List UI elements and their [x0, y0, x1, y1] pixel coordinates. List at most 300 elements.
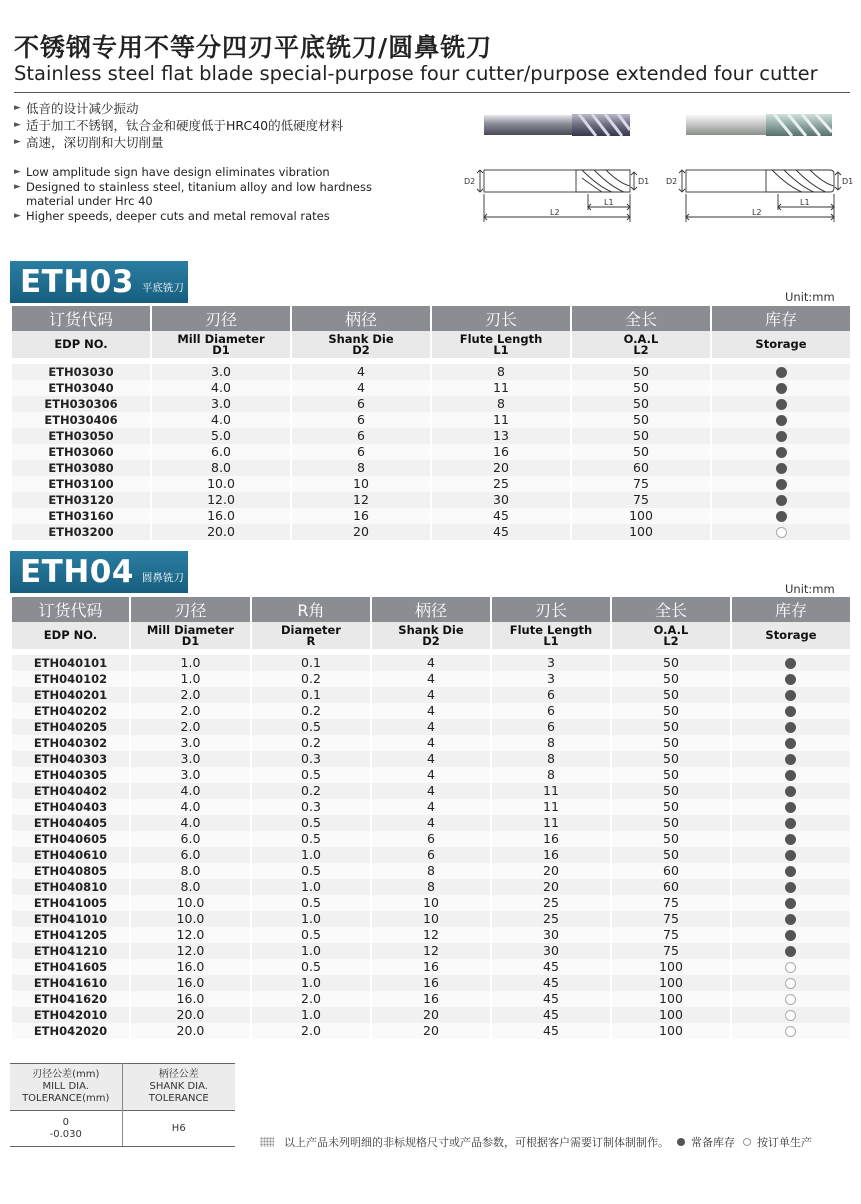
edp-number-cell: ETH03050 [12, 428, 150, 444]
in-stock-dot-icon [785, 770, 796, 781]
dotted-square-icon [260, 1137, 274, 1147]
bullet-icon: ► [14, 181, 21, 192]
value-cell: 75 [572, 492, 710, 508]
value-cell: 12 [372, 927, 490, 943]
value-cell: 20.0 [152, 524, 290, 540]
edp-number-cell: ETH03200 [12, 524, 150, 540]
in-stock-dot-icon [785, 834, 796, 845]
value-cell: 75 [612, 895, 730, 911]
value-cell: 8 [492, 751, 610, 767]
value-cell: 8 [432, 396, 570, 412]
edp-number-cell: ETH030306 [12, 396, 150, 412]
title-divider [14, 92, 850, 93]
table-row [12, 396, 850, 412]
table-row [12, 428, 850, 444]
eth04-header-en: Storage [732, 622, 850, 649]
eth04-header-zh: R角 [252, 597, 370, 622]
storage-cell [712, 492, 850, 508]
page-title-zh: 不锈钢专用不等分四刃平底铣刀/圆鼻铣刀 [14, 33, 493, 62]
table-row [12, 1007, 850, 1023]
value-cell: 1.0 [252, 943, 370, 959]
value-cell: 20 [432, 460, 570, 476]
in-stock-dot-icon [776, 495, 787, 506]
edp-number-cell: ETH042020 [12, 1023, 129, 1039]
corner-radius-end-mill-drawing [664, 160, 859, 226]
value-cell: 4 [372, 767, 490, 783]
value-cell: 16 [432, 444, 570, 460]
value-cell: 4 [372, 751, 490, 767]
value-cell: 5.0 [152, 428, 290, 444]
table-row [12, 524, 850, 540]
value-cell: 75 [572, 476, 710, 492]
eth04-header-en: EDP NO. [12, 622, 129, 649]
value-cell: 11 [492, 799, 610, 815]
value-cell: 50 [612, 703, 730, 719]
made-to-order-dot-icon [785, 994, 796, 1005]
storage-cell [732, 719, 850, 735]
value-cell: 4 [372, 655, 490, 671]
eth03-header-en: Storage [712, 331, 850, 358]
value-cell: 30 [492, 943, 610, 959]
made-to-order-dot-icon [776, 527, 787, 538]
corner-radius-end-mill-photo [686, 110, 836, 140]
value-cell: 4 [372, 671, 490, 687]
eth04-header-zh: 柄径 [372, 597, 490, 622]
table-row [12, 991, 850, 1007]
value-cell: 16 [372, 991, 490, 1007]
value-cell: 4.0 [152, 380, 290, 396]
eth04-header-en: Shank Die D2 [372, 622, 490, 649]
value-cell: 25 [492, 911, 610, 927]
value-cell: 12.0 [152, 492, 290, 508]
storage-cell [712, 396, 850, 412]
value-cell: 12.0 [131, 927, 250, 943]
table-row [12, 895, 850, 911]
value-cell: 0.5 [252, 927, 370, 943]
value-cell: 50 [612, 655, 730, 671]
value-cell: 10.0 [131, 895, 250, 911]
table-row [12, 959, 850, 975]
in-stock-dot-icon [785, 674, 796, 685]
edp-number-cell: ETH041010 [12, 911, 129, 927]
value-cell: 2.0 [131, 703, 250, 719]
bullet-icon: ► [14, 210, 21, 221]
value-cell: 6.0 [152, 444, 290, 460]
table-row [12, 815, 850, 831]
edp-number-cell: ETH03120 [12, 492, 150, 508]
feature-en-1: ► Low amplitude sign have design eliminates vibration [14, 165, 330, 179]
value-cell: 4 [372, 703, 490, 719]
value-cell: 4 [292, 380, 430, 396]
storage-cell [732, 847, 850, 863]
table-row [12, 703, 850, 719]
value-cell: 1.0 [252, 847, 370, 863]
storage-cell [712, 380, 850, 396]
value-cell: 0.5 [252, 719, 370, 735]
storage-cell [732, 687, 850, 703]
order-dot-icon [743, 1138, 751, 1146]
value-cell: 50 [572, 364, 710, 380]
value-cell: 45 [432, 508, 570, 524]
in-stock-dot-icon [785, 786, 796, 797]
table-row [12, 927, 850, 943]
value-cell: 16.0 [131, 991, 250, 1007]
value-cell: 6 [492, 703, 610, 719]
in-stock-dot-icon [785, 658, 796, 669]
value-cell: 100 [612, 975, 730, 991]
eth03-series-badge: ETH03 平底铣刀 [10, 261, 188, 303]
table-row [12, 412, 850, 428]
storage-cell [712, 524, 850, 540]
value-cell: 60 [572, 460, 710, 476]
eth04-header-zh: 订货代码 [12, 597, 129, 622]
value-cell: 4 [372, 799, 490, 815]
value-cell: 0.5 [252, 767, 370, 783]
value-cell: 2.0 [131, 687, 250, 703]
made-to-order-dot-icon [785, 962, 796, 973]
edp-number-cell: ETH040201 [12, 687, 129, 703]
storage-cell [732, 703, 850, 719]
table-row [12, 380, 850, 396]
l1-label: L1 [800, 198, 810, 207]
value-cell: 2.0 [252, 991, 370, 1007]
value-cell: 50 [612, 735, 730, 751]
eth04-spec-table [10, 597, 852, 1039]
in-stock-dot-icon [776, 415, 787, 426]
value-cell: 25 [432, 476, 570, 492]
value-cell: 6 [372, 831, 490, 847]
value-cell: 75 [612, 911, 730, 927]
value-cell: 10 [292, 476, 430, 492]
value-cell: 50 [612, 751, 730, 767]
in-stock-dot-icon [776, 399, 787, 410]
value-cell: 0.1 [252, 655, 370, 671]
value-cell: 0.5 [252, 895, 370, 911]
value-cell: 8 [372, 863, 490, 879]
storage-cell [732, 1023, 850, 1039]
storage-cell [712, 444, 850, 460]
value-cell: 6 [492, 687, 610, 703]
d2-label: D2 [464, 177, 476, 186]
value-cell: 45 [492, 975, 610, 991]
page-title-en: Stainless steel flat blade special-purpose four cutter/purpose extended four cutter [14, 62, 818, 85]
value-cell: 20 [372, 1023, 490, 1039]
value-cell: 20 [292, 524, 430, 540]
edp-number-cell: ETH03030 [12, 364, 150, 380]
feature-en-2b: material under Hrc 40 [26, 194, 153, 208]
table-row [12, 735, 850, 751]
eth04-unit: Unit:mm [785, 582, 835, 596]
storage-cell [732, 735, 850, 751]
edp-number-cell: ETH041210 [12, 943, 129, 959]
edp-number-cell: ETH041605 [12, 959, 129, 975]
bullet-icon: ► [14, 167, 21, 177]
value-cell: 11 [492, 783, 610, 799]
bullet-icon: ► [14, 120, 21, 130]
value-cell: 0.2 [252, 703, 370, 719]
eth03-header-en: Shank Die D2 [292, 331, 430, 358]
storage-cell [732, 943, 850, 959]
in-stock-dot-icon [785, 802, 796, 813]
edp-number-cell: ETH040610 [12, 847, 129, 863]
in-stock-dot-icon [785, 866, 796, 877]
eth04-header-zh: 库存 [732, 597, 850, 622]
value-cell: 1.0 [131, 671, 250, 687]
edp-number-cell: ETH040805 [12, 863, 129, 879]
table-row [12, 799, 850, 815]
eth04-header-en: Mill Diameter D1 [131, 622, 250, 649]
edp-number-cell: ETH040202 [12, 703, 129, 719]
in-stock-dot-icon [785, 914, 796, 925]
eth04-header-en: O.A.L L2 [612, 622, 730, 649]
value-cell: 3.0 [131, 735, 250, 751]
eth03-header-zh: 库存 [712, 306, 850, 331]
value-cell: 8 [492, 735, 610, 751]
value-cell: 4.0 [152, 412, 290, 428]
value-cell: 0.5 [252, 863, 370, 879]
table-row [12, 492, 850, 508]
l2-label: L2 [550, 208, 560, 217]
table-row [12, 767, 850, 783]
value-cell: 75 [612, 943, 730, 959]
d1-label: D1 [638, 177, 650, 186]
in-stock-dot-icon [776, 431, 787, 442]
storage-cell [732, 863, 850, 879]
value-cell: 30 [492, 927, 610, 943]
in-stock-dot-icon [785, 930, 796, 941]
l2-label: L2 [752, 208, 762, 217]
value-cell: 1.0 [252, 1007, 370, 1023]
value-cell: 4.0 [131, 783, 250, 799]
value-cell: 6 [292, 412, 430, 428]
edp-number-cell: ETH030406 [12, 412, 150, 428]
value-cell: 16.0 [131, 959, 250, 975]
value-cell: 50 [612, 687, 730, 703]
storage-cell [732, 991, 850, 1007]
in-stock-dot-icon [776, 447, 787, 458]
l1-label: L1 [604, 198, 614, 207]
value-cell: 2.0 [131, 719, 250, 735]
value-cell: 4 [372, 719, 490, 735]
table-row [12, 831, 850, 847]
value-cell: 16 [372, 959, 490, 975]
edp-number-cell: ETH040302 [12, 735, 129, 751]
value-cell: 50 [612, 847, 730, 863]
value-cell: 16 [492, 831, 610, 847]
table-row [12, 655, 850, 671]
in-stock-dot-icon [785, 882, 796, 893]
storage-cell [712, 508, 850, 524]
value-cell: 3.0 [152, 364, 290, 380]
value-cell: 50 [572, 444, 710, 460]
edp-number-cell: ETH040810 [12, 879, 129, 895]
value-cell: 45 [492, 959, 610, 975]
eth03-header-zh: 订货代码 [12, 306, 150, 331]
value-cell: 20 [492, 879, 610, 895]
storage-cell [732, 799, 850, 815]
storage-cell [712, 412, 850, 428]
table-row [12, 508, 850, 524]
value-cell: 16.0 [152, 508, 290, 524]
value-cell: 4 [372, 735, 490, 751]
value-cell: 50 [572, 396, 710, 412]
value-cell: 50 [612, 815, 730, 831]
storage-cell [732, 911, 850, 927]
in-stock-dot-icon [785, 722, 796, 733]
value-cell: 4 [292, 364, 430, 380]
value-cell: 1.0 [252, 879, 370, 895]
in-stock-dot-icon [776, 367, 787, 378]
storage-cell [732, 959, 850, 975]
stock-dot-icon [677, 1138, 685, 1146]
eth04-header-en: Diameter R [252, 622, 370, 649]
in-stock-dot-icon [785, 738, 796, 749]
value-cell: 6 [492, 719, 610, 735]
made-to-order-dot-icon [785, 1026, 796, 1037]
value-cell: 0.1 [252, 687, 370, 703]
value-cell: 10.0 [152, 476, 290, 492]
value-cell: 0.2 [252, 671, 370, 687]
value-cell: 50 [572, 428, 710, 444]
edp-number-cell: ETH03060 [12, 444, 150, 460]
value-cell: 11 [432, 380, 570, 396]
edp-number-cell: ETH040605 [12, 831, 129, 847]
in-stock-dot-icon [776, 479, 787, 490]
value-cell: 6.0 [131, 831, 250, 847]
eth04-header-zh: 全长 [612, 597, 730, 622]
storage-cell [712, 460, 850, 476]
value-cell: 11 [492, 815, 610, 831]
edp-number-cell: ETH040305 [12, 767, 129, 783]
in-stock-dot-icon [785, 706, 796, 717]
value-cell: 6 [292, 428, 430, 444]
value-cell: 20.0 [131, 1023, 250, 1039]
mill-tolerance-header: 刃径公差(mm) MILL DIA. TOLERANCE(mm) [10, 1064, 122, 1111]
feature-en-2: ► Designed to stainless steel, titanium alloy and low hardness [14, 179, 372, 194]
value-cell: 2.0 [252, 1023, 370, 1039]
bullet-icon: ► [14, 103, 21, 113]
value-cell: 100 [612, 959, 730, 975]
value-cell: 100 [612, 1007, 730, 1023]
value-cell: 1.0 [252, 911, 370, 927]
value-cell: 8 [432, 364, 570, 380]
edp-number-cell: ETH040303 [12, 751, 129, 767]
feature-zh-2: ► 适于加工不锈钢，钛合金和硬度低于HRC40的低硬度材料 [14, 118, 344, 133]
table-row [12, 1023, 850, 1039]
in-stock-dot-icon [776, 463, 787, 474]
storage-cell [732, 1007, 850, 1023]
footnote: 以上产品未列明细的非标规格尺寸或产品参数，可根据客户需要订制体制制作。 常备库存 按订单生产 [260, 1134, 812, 1150]
table-row [12, 863, 850, 879]
value-cell: 50 [612, 671, 730, 687]
storage-cell [712, 364, 850, 380]
table-row [12, 751, 850, 767]
storage-cell [712, 428, 850, 444]
in-stock-dot-icon [776, 383, 787, 394]
value-cell: 3 [492, 655, 610, 671]
value-cell: 50 [612, 831, 730, 847]
edp-number-cell: ETH040205 [12, 719, 129, 735]
made-to-order-dot-icon [785, 1010, 796, 1021]
value-cell: 100 [572, 508, 710, 524]
value-cell: 11 [432, 412, 570, 428]
value-cell: 10.0 [131, 911, 250, 927]
storage-cell [732, 815, 850, 831]
value-cell: 4 [372, 687, 490, 703]
value-cell: 100 [612, 1023, 730, 1039]
table-row [12, 671, 850, 687]
storage-cell [732, 975, 850, 991]
value-cell: 8.0 [131, 879, 250, 895]
eth04-header-zh: 刃径 [131, 597, 250, 622]
edp-number-cell: ETH040403 [12, 799, 129, 815]
value-cell: 100 [572, 524, 710, 540]
edp-number-cell: ETH03040 [12, 380, 150, 396]
value-cell: 8.0 [131, 863, 250, 879]
value-cell: 8.0 [152, 460, 290, 476]
value-cell: 50 [572, 412, 710, 428]
eth03-header-en: Flute Length L1 [432, 331, 570, 358]
eth04-series-badge: ETH04 圆鼻铣刀 [10, 551, 188, 593]
value-cell: 12 [372, 943, 490, 959]
feature-en-3: ► Higher speeds, deeper cuts and metal removal rates [14, 208, 330, 223]
table-row [12, 783, 850, 799]
in-stock-dot-icon [785, 850, 796, 861]
edp-number-cell: ETH03160 [12, 508, 150, 524]
value-cell: 12.0 [131, 943, 250, 959]
storage-cell [732, 879, 850, 895]
value-cell: 0.5 [252, 959, 370, 975]
value-cell: 6 [372, 847, 490, 863]
table-row [12, 719, 850, 735]
edp-number-cell: ETH041005 [12, 895, 129, 911]
table-row [12, 847, 850, 863]
value-cell: 50 [612, 719, 730, 735]
edp-number-cell: ETH041205 [12, 927, 129, 943]
eth03-header-zh: 刃径 [152, 306, 290, 331]
eth03-header-zh: 刃长 [432, 306, 570, 331]
value-cell: 20.0 [131, 1007, 250, 1023]
table-row [12, 975, 850, 991]
value-cell: 16.0 [131, 975, 250, 991]
value-cell: 0.5 [252, 815, 370, 831]
value-cell: 50 [612, 783, 730, 799]
value-cell: 8 [372, 879, 490, 895]
storage-cell [732, 927, 850, 943]
tolerance-table [10, 1063, 235, 1147]
eth03-header-en: Mill Diameter D1 [152, 331, 290, 358]
value-cell: 4.0 [131, 815, 250, 831]
value-cell: 20 [372, 1007, 490, 1023]
d1-label: D1 [842, 177, 854, 186]
storage-cell [732, 895, 850, 911]
table-row [12, 444, 850, 460]
table-row [12, 911, 850, 927]
value-cell: 75 [612, 927, 730, 943]
edp-number-cell: ETH03080 [12, 460, 150, 476]
value-cell: 16 [292, 508, 430, 524]
value-cell: 0.3 [252, 799, 370, 815]
edp-number-cell: ETH040102 [12, 671, 129, 687]
value-cell: 45 [492, 1007, 610, 1023]
value-cell: 60 [612, 863, 730, 879]
eth04-header-en: Flute Length L1 [492, 622, 610, 649]
value-cell: 50 [612, 799, 730, 815]
value-cell: 12 [292, 492, 430, 508]
edp-number-cell: ETH040402 [12, 783, 129, 799]
shank-tolerance-header: 柄径公差 SHANK DIA. TOLERANCE [122, 1064, 235, 1111]
value-cell: 0.2 [252, 735, 370, 751]
